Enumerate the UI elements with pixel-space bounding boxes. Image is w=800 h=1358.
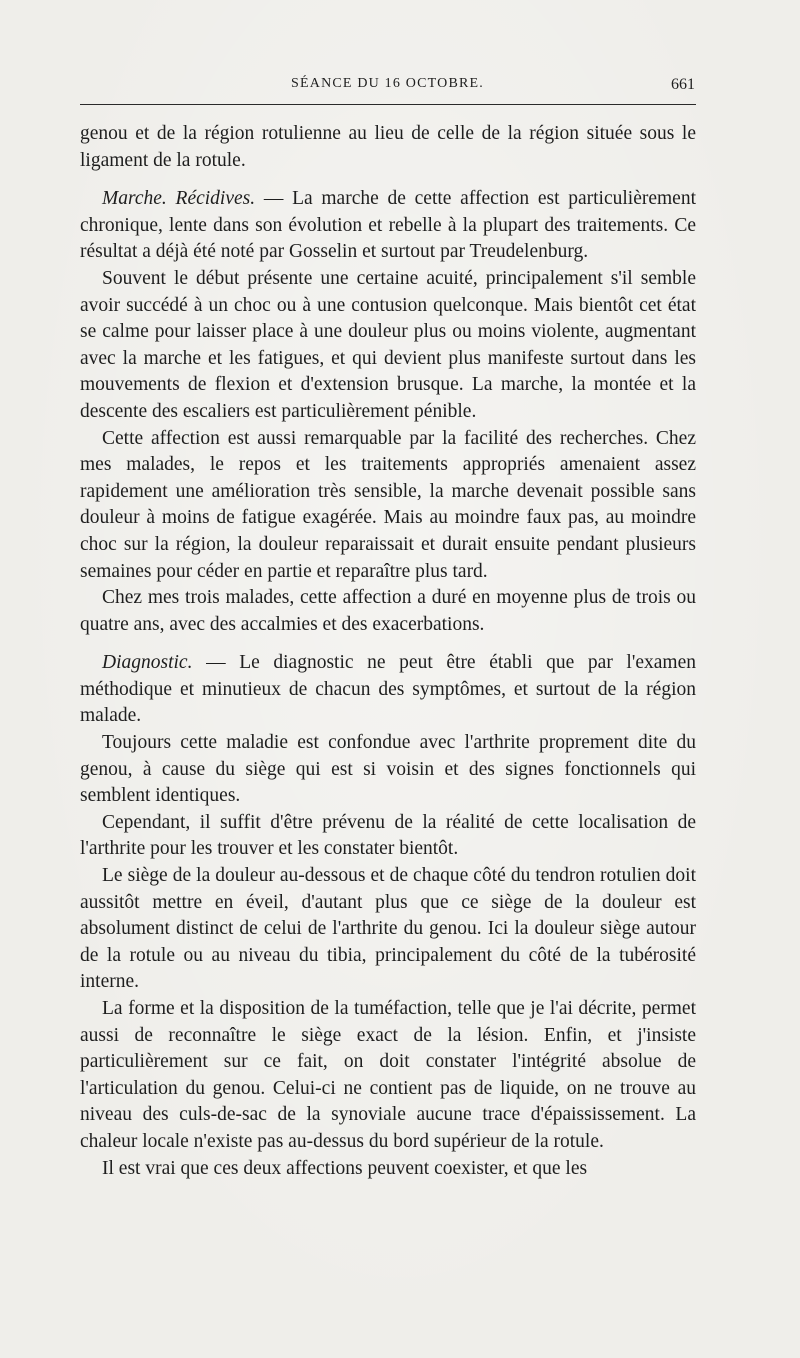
paragraph: Cette affection est aussi remarquable par la facilité des recherches. Chez mes malades, le repos et les traitements appropriés amenaient assez rapidement une amélioration très sensible, la marche devenait possible sans douleur à moins de fatigue exagérée. Mais au moindre faux pas, au moindre choc sur la région, la douleur reparaissait et durait ensuite pendant plusieurs semaines pour céder en partie et reparaître plus tard.	[80, 427, 696, 582]
paragraph: Chez mes trois malades, cette affection a duré en moyenne plus de trois ou quatre ans, avec des accalmies et des exacerbations.	[80, 587, 696, 635]
paragraph: Toujours cette maladie est confondue avec l'arthrite proprement dite du genou, à cause du siège qui est si voisin et des signes fonctionnels qui semblent identiques.	[80, 732, 696, 807]
section-heading-marche: Marche. Récidives.	[102, 188, 256, 210]
paragraph: Il est vrai que ces deux affections peuvent coexister, et que les	[102, 1157, 588, 1179]
section-text-diagnostic: — Le diagnostic ne peut être établi que par l'examen méthodique et minutieux de chacun des symptômes, et surtout de la région malade.	[80, 652, 696, 727]
running-head	[80, 76, 695, 98]
section-heading-diagnostic: Diagnostic.	[102, 652, 193, 674]
section-diagnostic	[80, 650, 696, 730]
paragraph: genou et de la région rotulienne au lieu de celle de la région située sous le ligament de la rotule.	[80, 123, 696, 171]
section-text-marche: — La marche de cette affection est particulièrement chronique, lente dans son évolution et rebelle à la plupart des traitements. Ce résultat a déjà été noté par Gosselin et surtout par Treudelenburg.	[80, 188, 696, 263]
paragraph: Le siège de la douleur au-dessous et de chaque côté du tendron rotulien doit aussitôt mettre en éveil, d'autant plus que ce siège de la douleur est absolument distinct de celui de l'arthrite du genou. Ici la douleur siège autour de la rotule ou au niveau du tibia, principalement du côté de la tubérosité interne.	[80, 865, 696, 993]
paragraph: La forme et la disposition de la tuméfaction, telle que je l'ai décrite, permet aussi de reconnaître le siège exact de la lésion. Enfin, et j'insiste particulièrement sur ce fait, on doit constater l'intégrité absolue de l'articulation du genou. Celui-ci ne contient pas de liquide, on ne trouve au niveau des culs-de-sac de la synoviale aucune trace d'épaississement. La chaleur locale n'existe pas au-dessus du bord supérieur de la rotule.	[80, 998, 696, 1152]
paragraph: Souvent le début présente une certaine acuité, principalement s'il semble avoir succédé à un choc ou à une contusion quelconque. Mais bientôt cet état se calme pour laisser place à une douleur plus ou moins violente, augmentant avec la marche et les fatigues, et qui devient plus manifeste surtout dans les mouvements de flexion et d'extension brusque. La marche, la montée et la descente des escaliers est particulièrement pénible.	[80, 267, 696, 422]
page-number: 661	[671, 76, 695, 93]
running-title: SÉANCE DU 16 OCTOBRE.	[291, 76, 484, 91]
paragraph: Cependant, il suffit d'être prévenu de la réalité de cette localisation de l'arthrite pour les trouver et les constater bientôt.	[80, 811, 696, 860]
header-rule	[80, 104, 696, 105]
body-text	[80, 121, 696, 1182]
section-marche	[80, 186, 696, 266]
